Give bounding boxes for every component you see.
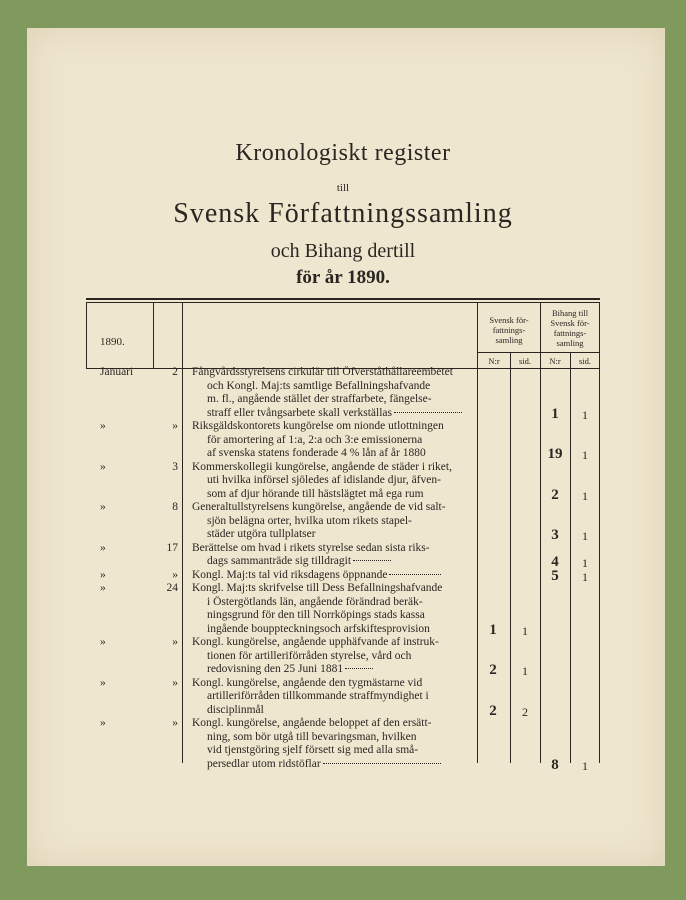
entry-text-content: artilleriförråden tillkommande straffmyndighet i bbox=[207, 690, 429, 702]
bihang-page: 1 bbox=[582, 758, 588, 773]
entry-text-content: ningsgrund för den till Norrköpings stads kassa bbox=[207, 609, 425, 621]
leader-dots bbox=[323, 763, 441, 764]
header-sfs: Svensk för- fattnings- samling bbox=[489, 315, 529, 345]
entry-text-line bbox=[192, 717, 476, 731]
entry-text-line bbox=[192, 690, 476, 704]
entry-text-content: Riksgäldskontorets kungörelse om nionde utlottningen bbox=[192, 420, 444, 432]
entry-text-content: för amortering af 1:a, 2:a och 3:e emissionerna bbox=[207, 433, 423, 446]
entry-text-content: Kongl. kungörelse, angående den tygmästarne vid bbox=[192, 676, 423, 689]
entry-text-content: disciplinmål bbox=[207, 703, 264, 716]
entry-text bbox=[192, 717, 476, 771]
entry-text-line bbox=[192, 623, 476, 637]
entry-text bbox=[192, 677, 476, 718]
entry-text bbox=[192, 366, 476, 420]
entry-day: 8 bbox=[172, 501, 178, 513]
entry-month: » bbox=[100, 420, 106, 432]
entry-month: » bbox=[100, 582, 106, 594]
entry-text-content: i Östergötlands län, angående förändrad beräk- bbox=[207, 595, 423, 608]
entry-text-line bbox=[192, 704, 476, 718]
entry-month: » bbox=[100, 460, 106, 473]
entry-text-content: m. fl., angående stället der straffarbete, fängelse- bbox=[207, 393, 432, 405]
entry-text-line bbox=[192, 474, 476, 488]
title-supplement: och Bihang dertill bbox=[270, 240, 416, 262]
bihang-number: 1 bbox=[551, 405, 559, 422]
entry-month: » bbox=[100, 501, 106, 513]
entry-text-line bbox=[192, 380, 476, 394]
bihang-page: 1 bbox=[582, 407, 588, 422]
entry-text-line bbox=[192, 488, 476, 502]
bihang-page: 1 bbox=[582, 556, 588, 570]
entry-text-line bbox=[192, 663, 476, 677]
title-till: till bbox=[336, 182, 350, 194]
entry-text-line bbox=[192, 582, 476, 596]
column-line bbox=[510, 352, 511, 763]
header-sfs-sid: sid. bbox=[518, 356, 532, 366]
entry-text bbox=[192, 542, 476, 569]
entry-month: » bbox=[100, 717, 106, 729]
entry-text-line bbox=[192, 528, 476, 542]
entry-day: » bbox=[172, 717, 178, 729]
entry-text bbox=[192, 420, 476, 461]
entry-month: Januari bbox=[100, 366, 134, 378]
entry-text bbox=[192, 582, 476, 636]
entry-text-line bbox=[192, 366, 476, 380]
entry-text-line bbox=[192, 758, 476, 772]
entry-text-content: och Kongl. Maj:ts samtlige Befallningshafvande bbox=[207, 379, 431, 392]
entry-text-line bbox=[192, 501, 476, 515]
entry-text bbox=[192, 501, 476, 542]
bihang-number: 2 bbox=[551, 486, 559, 503]
leader-dots bbox=[394, 412, 462, 413]
entry-text-content: persedlar utom ridstöflar bbox=[207, 757, 321, 770]
entry-text-line bbox=[192, 515, 476, 529]
entry-text bbox=[192, 636, 476, 677]
column-line bbox=[540, 303, 541, 763]
entry-month: » bbox=[100, 636, 106, 648]
bihang-page: 1 bbox=[582, 488, 588, 503]
leader-dots bbox=[353, 560, 391, 561]
column-line bbox=[182, 303, 183, 763]
bihang-number: 4 bbox=[551, 554, 559, 570]
entry-text-content: uti hvilka införsel sjöledes af idislande djur, äfven- bbox=[207, 474, 441, 486]
entry-text bbox=[192, 569, 476, 583]
bihang-number: 8 bbox=[551, 756, 559, 773]
entry-month: » bbox=[100, 676, 106, 689]
entry-text-line bbox=[192, 744, 476, 758]
sfs-number: 2 bbox=[489, 702, 497, 719]
leader-dots bbox=[389, 574, 441, 575]
entry-text-content: Kommerskollegii kungörelse, angående de städer i riket, bbox=[192, 460, 452, 473]
sfs-number: 2 bbox=[489, 662, 497, 678]
bihang-number: 19 bbox=[547, 446, 563, 462]
entry-text-content: dags sammanträde sig tilldragit bbox=[207, 555, 352, 567]
entry-text-content: ingående bouppteckningsoch arfskiftesprovision bbox=[207, 622, 430, 635]
column-line bbox=[86, 303, 87, 368]
title-collection: Svensk Författningssamling bbox=[173, 198, 513, 229]
top-rule-thick bbox=[86, 298, 600, 300]
entry-text-line bbox=[192, 677, 476, 691]
title-register: Kronologiskt register bbox=[235, 140, 451, 166]
bihang-page: 1 bbox=[582, 569, 588, 584]
header-subrule bbox=[477, 352, 599, 353]
bihang-number: 3 bbox=[551, 527, 559, 543]
entry-text-line bbox=[192, 569, 476, 583]
entry-text-line bbox=[192, 609, 476, 623]
entry-text-content: Kongl. Maj:ts skrifvelse till Dess Befallningshafvande bbox=[192, 582, 443, 594]
entry-text-line bbox=[192, 555, 476, 569]
entry-day: » bbox=[172, 568, 178, 581]
entry-text-line bbox=[192, 731, 476, 745]
entry-text-line bbox=[192, 407, 476, 421]
entry-text-line bbox=[192, 447, 476, 461]
entry-text-content: städer utgöra tullplatser bbox=[207, 528, 316, 540]
year-label: 1890. bbox=[100, 336, 125, 348]
column-line bbox=[570, 352, 571, 763]
entry-text-line bbox=[192, 596, 476, 610]
entry-text-content: redovisning den 25 Juni 1881 bbox=[207, 663, 344, 675]
entry-month: » bbox=[100, 541, 106, 554]
entry-text-content: ning, som bör utgå till bevaringsman, hvilken bbox=[207, 730, 417, 743]
entry-day: 24 bbox=[166, 582, 178, 594]
entry-text-content: Generaltullstyrelsens kungörelse, angående de vid salt- bbox=[192, 501, 446, 513]
entry-day: 3 bbox=[172, 460, 178, 473]
bihang-number: 5 bbox=[551, 567, 559, 584]
entry-day: » bbox=[172, 636, 178, 648]
sfs-number: 1 bbox=[489, 621, 497, 638]
header-bihang-nr: N:r bbox=[549, 356, 561, 366]
entry-day: » bbox=[172, 420, 178, 432]
entry-text-content: Kongl. Maj:ts tal vid riksdagens öppnande bbox=[192, 568, 388, 581]
column-line bbox=[153, 303, 154, 368]
entry-text-content: vid tjenstgöring sjelf försett sig med alla små- bbox=[207, 744, 419, 756]
top-rule-thin bbox=[86, 302, 600, 303]
entry-day: 2 bbox=[172, 366, 178, 378]
entry-text-line bbox=[192, 636, 476, 650]
entry-text-content: som af djur hörande till hästslägtet må ega rum bbox=[207, 487, 424, 500]
bihang-page: 1 bbox=[582, 529, 588, 543]
entry-month: » bbox=[100, 568, 106, 581]
entry-text-content: af svenska statens fonderade 4 % lån af år 1880 bbox=[207, 447, 426, 459]
sfs-page: 1 bbox=[522, 623, 528, 638]
column-line bbox=[599, 303, 600, 763]
leader-dots bbox=[345, 668, 373, 669]
entry-text-content: Berättelse om hvad i rikets styrelse sedan sista riks- bbox=[192, 541, 430, 554]
entry-text bbox=[192, 461, 476, 502]
entry-text-content: Kongl. kungörelse, angående beloppet af den ersätt- bbox=[192, 717, 432, 729]
header-bihang: Bihang till Svensk för- fattnings- samling bbox=[550, 308, 590, 348]
title-year: för år 1890. bbox=[296, 267, 390, 288]
entry-text-line bbox=[192, 420, 476, 434]
entry-day: » bbox=[172, 676, 178, 689]
entry-text-line bbox=[192, 434, 476, 448]
entry-text-content: sjön belägna orter, hvilka utom rikets stapel- bbox=[207, 514, 412, 527]
entry-text-content: tionen för artilleriförråden styrelse, vård och bbox=[207, 649, 412, 662]
entry-text-content: Kongl. kungörelse, angående upphäfvande af instruk- bbox=[192, 636, 439, 648]
entry-text-content: straff eller tvångsarbete skall verkställas bbox=[207, 406, 392, 419]
sfs-page: 1 bbox=[522, 664, 528, 678]
entry-text-line bbox=[192, 461, 476, 475]
entry-text-line bbox=[192, 542, 476, 556]
entry-day: 17 bbox=[166, 541, 178, 554]
header-sfs-nr: N:r bbox=[488, 356, 500, 366]
column-line bbox=[477, 303, 478, 763]
header-bihang-sid: sid. bbox=[578, 356, 592, 366]
bihang-page: 1 bbox=[582, 448, 588, 462]
entry-text-content: Fångvårdsstyrelsens cirkulär till Öfverståthållareembetet bbox=[192, 366, 453, 378]
sfs-page: 2 bbox=[522, 704, 528, 719]
entry-text-line bbox=[192, 393, 476, 407]
entry-text-line bbox=[192, 650, 476, 664]
